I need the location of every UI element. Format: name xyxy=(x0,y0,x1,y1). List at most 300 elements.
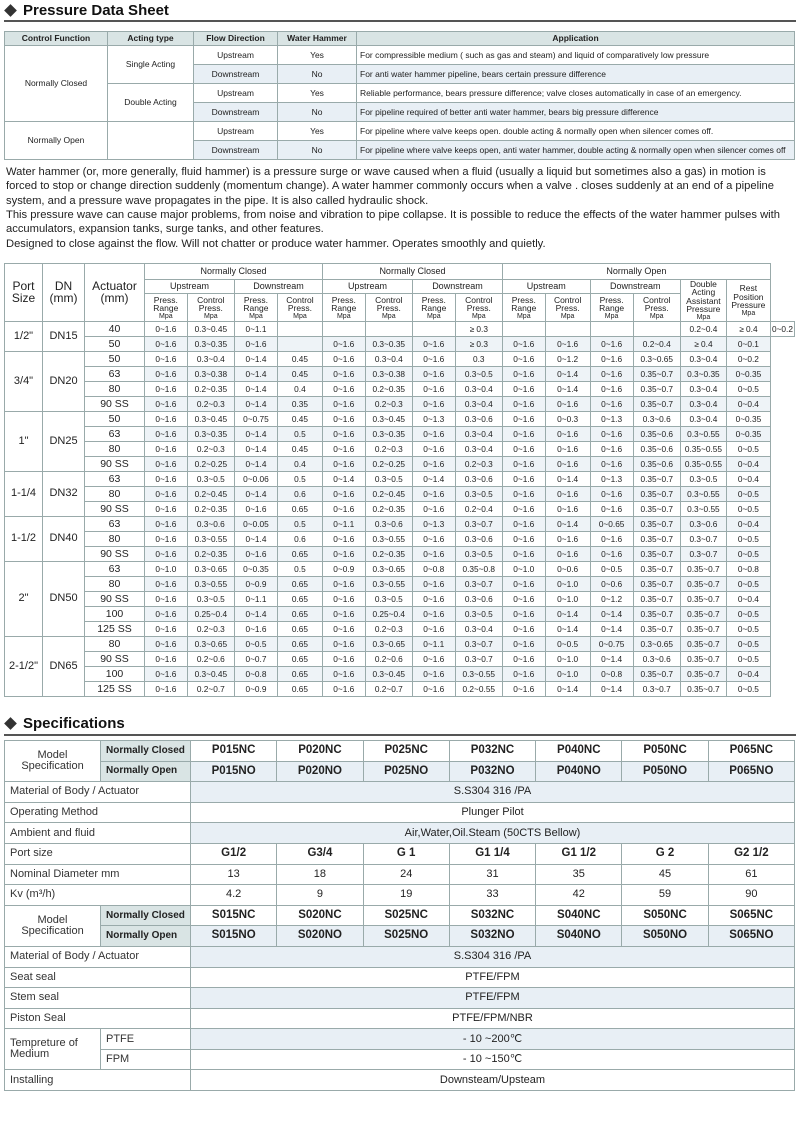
value-cell: 0.2~0.3 xyxy=(365,621,412,636)
value-cell: 0~0.06 xyxy=(235,471,278,486)
value-cell: 0.3~0.4 xyxy=(455,381,502,396)
value-cell: 0~1.6 xyxy=(145,636,188,651)
value-cell: 0~1.6 xyxy=(590,501,633,516)
value-cell xyxy=(277,321,322,336)
header-control-press: Control Press. Mpa xyxy=(633,294,680,322)
port-size-cell: 1-1/2 xyxy=(5,516,43,561)
table-row xyxy=(5,591,795,606)
value-cell: 0.2~0.4 xyxy=(680,321,726,336)
value-cell: 0.3~0.4 xyxy=(187,351,234,366)
value-cell: 0~1.6 xyxy=(502,426,545,441)
value-cell: 0~1.6 xyxy=(502,576,545,591)
value-cell: 0~1.0 xyxy=(145,561,188,576)
value-cell: 0.2~0.45 xyxy=(365,486,412,501)
value-cell: 0.3~0.35 xyxy=(680,366,726,381)
value-cell: 0~1.6 xyxy=(545,426,590,441)
value-cell: 0~1.4 xyxy=(590,621,633,636)
value-cell: 0.3~0.38 xyxy=(187,366,234,381)
value-cell: 0~1.6 xyxy=(145,546,188,561)
section-title-pressure xyxy=(6,0,800,20)
value-cell: 0.35~0.7 xyxy=(633,591,680,606)
table-row xyxy=(5,411,795,426)
model-row-nc xyxy=(5,740,795,761)
actuator-cell: 90 SS xyxy=(85,396,145,411)
value-cell: 0~1.4 xyxy=(545,681,590,696)
actuator-cell: 90 SS xyxy=(85,501,145,516)
value-cell: 0~0.9 xyxy=(235,576,278,591)
header-application: Application xyxy=(357,32,795,46)
table-row xyxy=(5,621,795,636)
value-cell: 0.3~0.5 xyxy=(680,471,726,486)
value-cell: 0~1.3 xyxy=(590,471,633,486)
value-cell: 0.2~0.25 xyxy=(187,456,234,471)
value-cell: 0.3~0.55 xyxy=(187,531,234,546)
value-cell: 0.65 xyxy=(277,666,322,681)
spec-label: Installing xyxy=(5,1070,191,1091)
value-cell: 0~1.6 xyxy=(502,441,545,456)
value-cell: 0.3~0.5 xyxy=(365,471,412,486)
value-cell: 0.3~0.45 xyxy=(187,666,234,681)
value-cell: 0.3~0.65 xyxy=(365,561,412,576)
spec-row xyxy=(5,823,795,844)
actuator-cell: 40 xyxy=(85,321,145,336)
value-cell: 0~1.6 xyxy=(502,681,545,696)
value-cell: ≥ 0.4 xyxy=(726,321,770,336)
spec-value: 90 xyxy=(708,885,794,906)
temp-value: - 10 ~200℃ xyxy=(191,1029,795,1050)
value-cell: 0.35~0.7 xyxy=(633,666,680,681)
value-cell: 0~1.6 xyxy=(322,651,365,666)
actuator-cell: 90 SS xyxy=(85,651,145,666)
actuator-cell: 80 xyxy=(85,441,145,456)
nominal-row xyxy=(5,864,795,885)
normally-closed-label: Normally Closed xyxy=(101,740,191,761)
model-cell: S050NC xyxy=(622,905,708,926)
value-cell: 0~1.6 xyxy=(322,456,365,471)
value-cell: 0.3~0.6 xyxy=(455,531,502,546)
spec-value: G2 1/2 xyxy=(708,843,794,864)
header-rest-position: Rest Position Pressure Mpa xyxy=(726,279,770,321)
spec-row xyxy=(5,1008,795,1029)
actuator-cell: 50 xyxy=(85,336,145,351)
port-size-cell: 1" xyxy=(5,411,43,471)
value-cell: 0~1.4 xyxy=(545,366,590,381)
model-cell: P050NO xyxy=(622,761,708,782)
value-cell: 0.3~0.55 xyxy=(187,576,234,591)
value-cell: 0~1.6 xyxy=(502,471,545,486)
model-cell: S040NO xyxy=(536,926,622,947)
value-cell: 0.35~0.7 xyxy=(633,531,680,546)
header-press-range: Press. Range Mpa xyxy=(235,294,278,322)
value-cell: 0~1.0 xyxy=(545,591,590,606)
dn-cell: DN40 xyxy=(43,516,85,561)
value-cell: 0~1.4 xyxy=(545,606,590,621)
value-cell xyxy=(277,336,322,351)
value-cell: 0~1.4 xyxy=(590,606,633,621)
header-dn: DN (mm) xyxy=(43,263,85,321)
value-cell: 0~0.5 xyxy=(726,651,770,666)
value-cell: 0~1.6 xyxy=(322,636,365,651)
model-cell: S050NO xyxy=(622,926,708,947)
value-cell: 0.5 xyxy=(277,426,322,441)
value-cell: ≥ 0.4 xyxy=(680,336,726,351)
value-cell: 0~1.2 xyxy=(545,351,590,366)
port-size-cell: 2" xyxy=(5,561,43,636)
value-cell: 0~1.6 xyxy=(145,471,188,486)
value-cell: 0~1.6 xyxy=(322,366,365,381)
table-row xyxy=(5,636,795,651)
value-cell: 0.3~0.55 xyxy=(365,576,412,591)
value-cell: 0~0.9 xyxy=(235,681,278,696)
value-cell: 0~1.6 xyxy=(145,441,188,456)
value-cell: 0~1.6 xyxy=(322,351,365,366)
value-cell: 0.35~0.7 xyxy=(680,636,726,651)
pressure-data-table xyxy=(4,31,795,160)
table-row xyxy=(5,651,795,666)
cell-flow: Downstream xyxy=(194,141,278,160)
table-row xyxy=(5,516,795,531)
value-cell: 0~0.4 xyxy=(726,471,770,486)
value-cell: 0~0.5 xyxy=(726,606,770,621)
value-cell: 0~1.6 xyxy=(545,501,590,516)
value-cell: 0~1.1 xyxy=(235,321,278,336)
value-cell: 0.3~0.4 xyxy=(680,411,726,426)
value-cell: 0.35~0.7 xyxy=(680,681,726,696)
section-title-specifications xyxy=(6,714,800,734)
value-cell: 0~1.6 xyxy=(412,591,455,606)
header-press-range: Press. Range Mpa xyxy=(412,294,455,322)
actuator-cell: 100 xyxy=(85,606,145,621)
value-cell: 0~1.6 xyxy=(145,351,188,366)
value-cell: 0~0.5 xyxy=(726,501,770,516)
table-row xyxy=(5,426,795,441)
value-cell: 0.2~0.25 xyxy=(365,456,412,471)
value-cell: 0~1.6 xyxy=(145,426,188,441)
value-cell: 0.35~0.7 xyxy=(680,621,726,636)
value-cell: 0~1.6 xyxy=(145,321,188,336)
table-row xyxy=(5,456,795,471)
spec-value: S.S304 316 /PA xyxy=(191,782,795,803)
model-cell: S020NO xyxy=(277,926,363,947)
actuator-cell: 80 xyxy=(85,381,145,396)
spec-value: Plunger Pilot xyxy=(191,802,795,823)
header-group-no: Normally Open xyxy=(502,263,770,279)
value-cell: 0~1.4 xyxy=(235,381,278,396)
spec-value: G1 1/2 xyxy=(536,843,622,864)
divider xyxy=(4,734,796,736)
model-cell: S015NO xyxy=(191,926,277,947)
value-cell: 0~1.6 xyxy=(412,381,455,396)
value-cell: 0.3~0.35 xyxy=(187,336,234,351)
cell-app: Reliable performance, bears pressure difference; valve closes automatically in case of an emergency. xyxy=(357,84,795,103)
value-cell: 0~1.6 xyxy=(502,546,545,561)
dn-cell: DN20 xyxy=(43,351,85,411)
value-cell: 0.35~0.7 xyxy=(633,546,680,561)
value-cell: 0~1.4 xyxy=(590,681,633,696)
model-cell: P025NC xyxy=(363,740,449,761)
model-cell: S025NC xyxy=(363,905,449,926)
value-cell: 0~0.35 xyxy=(726,426,770,441)
value-cell: 0~0.5 xyxy=(726,546,770,561)
value-cell: 0.3~0.65 xyxy=(187,561,234,576)
diamond-icon xyxy=(4,4,17,17)
normally-open-label: Normally Open xyxy=(101,926,191,947)
model-row-no xyxy=(5,761,795,782)
spec-label: Material of Body / Actuator xyxy=(5,946,191,967)
value-cell: 0~0.3 xyxy=(545,411,590,426)
value-cell: 0~1.6 xyxy=(412,501,455,516)
value-cell: 0~1.6 xyxy=(545,456,590,471)
value-cell: 0.65 xyxy=(277,651,322,666)
model-cell: S032NO xyxy=(449,926,535,947)
value-cell: 0~0.6 xyxy=(545,561,590,576)
paragraph-2: This pressure wave can cause major problems, from noise and vibration to pipe collapse. It is possible to reduce the effects of the water hammer pulses with accumulators, expansion tanks, surge tanks, and other features. xyxy=(6,208,780,236)
value-cell: 0.35~0.7 xyxy=(633,606,680,621)
value-cell: 0.35~0.7 xyxy=(680,666,726,681)
actuator-cell: 100 xyxy=(85,666,145,681)
header-double-acting: Double Acting Assistant Pressure Mpa xyxy=(680,279,726,321)
value-cell: 0~1.6 xyxy=(502,651,545,666)
value-cell: 0.3~0.6 xyxy=(455,411,502,426)
cell-acting: Single Acting xyxy=(108,46,194,84)
value-cell xyxy=(365,321,412,336)
value-cell: 0~1.6 xyxy=(412,651,455,666)
temp-material: PTFE xyxy=(101,1029,191,1050)
value-cell: 0.3~0.35 xyxy=(187,426,234,441)
value-cell: 0.3~0.55 xyxy=(680,426,726,441)
value-cell: 0.35~0.7 xyxy=(680,606,726,621)
value-cell: 0.3~0.45 xyxy=(365,666,412,681)
value-cell: 0~0.1 xyxy=(726,336,770,351)
value-cell: 0.2~0.3 xyxy=(365,396,412,411)
dn-cell: DN15 xyxy=(43,321,85,351)
value-cell: 0~1.4 xyxy=(235,531,278,546)
value-cell: 0~1.6 xyxy=(322,681,365,696)
value-cell: 0.2~0.3 xyxy=(187,441,234,456)
value-cell: 0~0.75 xyxy=(235,411,278,426)
value-cell: 0~1.6 xyxy=(502,501,545,516)
value-cell: 0~1.6 xyxy=(590,396,633,411)
value-cell: 0.3~0.4 xyxy=(455,441,502,456)
value-cell: 0~1.6 xyxy=(322,531,365,546)
value-cell: 0.3~0.5 xyxy=(455,366,502,381)
value-cell: 0~0.5 xyxy=(726,531,770,546)
actuator-cell: 80 xyxy=(85,636,145,651)
cell-hammer: No xyxy=(278,65,357,84)
value-cell: 0~1.6 xyxy=(590,381,633,396)
table-row xyxy=(5,381,795,396)
spec-row xyxy=(5,782,795,803)
value-cell: 0~1.6 xyxy=(145,501,188,516)
value-cell: 0~1.6 xyxy=(412,531,455,546)
value-cell: 0~1.6 xyxy=(545,531,590,546)
value-cell: 0~1.6 xyxy=(145,486,188,501)
value-cell: 0~0.5 xyxy=(235,636,278,651)
table-row xyxy=(5,351,795,366)
cell-hammer: No xyxy=(278,103,357,122)
spec-value: 24 xyxy=(363,864,449,885)
value-cell: 0~1.6 xyxy=(322,396,365,411)
value-cell: 0.35 xyxy=(277,396,322,411)
cell-hammer: No xyxy=(278,141,357,160)
value-cell: 0~0.5 xyxy=(726,381,770,396)
value-cell: 0~1.6 xyxy=(545,486,590,501)
value-cell: 0~1.6 xyxy=(235,621,278,636)
spec-value: 61 xyxy=(708,864,794,885)
dn-cell: DN50 xyxy=(43,561,85,636)
value-cell: 0~1.3 xyxy=(412,516,455,531)
value-cell: 0.3~0.5 xyxy=(365,591,412,606)
value-cell: 0~1.6 xyxy=(412,441,455,456)
value-cell: 0~1.6 xyxy=(235,501,278,516)
temp-row xyxy=(5,1029,795,1050)
normally-open-label: Normally Open xyxy=(101,761,191,782)
value-cell: 0.3~0.6 xyxy=(365,516,412,531)
value-cell: ≥ 0.3 xyxy=(455,336,502,351)
value-cell: 0.3~0.6 xyxy=(455,591,502,606)
value-cell: 0.3~0.6 xyxy=(187,516,234,531)
table-row xyxy=(5,561,795,576)
value-cell: 0.65 xyxy=(277,576,322,591)
model-cell: S020NC xyxy=(277,905,363,926)
value-cell: 0~1.6 xyxy=(322,501,365,516)
value-cell: 0~1.6 xyxy=(145,666,188,681)
header-control-press: Control Press. Mpa xyxy=(277,294,322,322)
value-cell: 0.35~0.7 xyxy=(633,366,680,381)
value-cell: 0.3~0.65 xyxy=(365,636,412,651)
spec-label: Port size xyxy=(5,843,191,864)
value-cell: 0.3~0.35 xyxy=(365,426,412,441)
model-cell: P015NO xyxy=(191,761,277,782)
value-cell: 0~0.65 xyxy=(590,516,633,531)
header-press-range: Press. Range Mpa xyxy=(145,294,188,322)
table-row xyxy=(5,666,795,681)
value-cell: 0~0.4 xyxy=(726,666,770,681)
model-cell: P025NO xyxy=(363,761,449,782)
value-cell: 0.65 xyxy=(277,636,322,651)
spec-value: PTFE/FPM/NBR xyxy=(191,1008,795,1029)
value-cell: 0~1.1 xyxy=(322,516,365,531)
value-cell: 0.35~0.7 xyxy=(633,471,680,486)
value-cell: 0~0.8 xyxy=(590,666,633,681)
value-cell: 0.35~0.7 xyxy=(633,486,680,501)
value-cell: 0~0.5 xyxy=(726,486,770,501)
actuator-cell: 80 xyxy=(85,531,145,546)
value-cell: 0.35~0.7 xyxy=(633,561,680,576)
spec-value: 4.2 xyxy=(191,885,277,906)
value-cell: 0.3~0.45 xyxy=(365,411,412,426)
spec-value: 35 xyxy=(536,864,622,885)
value-cell: 0~0.4 xyxy=(726,591,770,606)
value-cell: 0.65 xyxy=(277,606,322,621)
value-cell xyxy=(545,321,590,336)
value-cell: 0~0.8 xyxy=(235,666,278,681)
spec-value: G 1 xyxy=(363,843,449,864)
cell-app: For pipeline required of better anti water hammer, bears big pressure difference xyxy=(357,103,795,122)
dn-cell: DN25 xyxy=(43,411,85,471)
spec-label: Operating Method xyxy=(5,802,191,823)
cell-app: For anti water hammer pipeline, bears certain pressure difference xyxy=(357,65,795,84)
cell-flow: Downstream xyxy=(194,65,278,84)
value-cell: 0.2~0.35 xyxy=(365,381,412,396)
value-cell: 0~1.4 xyxy=(235,606,278,621)
value-cell: 0~1.6 xyxy=(412,486,455,501)
value-cell: 0.35~0.6 xyxy=(633,426,680,441)
value-cell: 0~1.6 xyxy=(502,366,545,381)
value-cell: 0~1.3 xyxy=(412,411,455,426)
value-cell: 0~0.2 xyxy=(726,351,770,366)
model-cell: P065NO xyxy=(708,761,794,782)
cell-app: For pipeline where valve keeps open, anti water hammer, double acting & normally open when silencer comes off xyxy=(357,141,795,160)
model-cell: P020NO xyxy=(277,761,363,782)
value-cell: 0~1.6 xyxy=(322,426,365,441)
value-cell: 0~1.6 xyxy=(322,486,365,501)
spec-row xyxy=(5,988,795,1009)
value-cell xyxy=(633,321,680,336)
value-cell: 0.35~0.7 xyxy=(680,561,726,576)
actuator-cell: 125 SS xyxy=(85,681,145,696)
value-cell: 0~0.4 xyxy=(726,456,770,471)
value-cell: 0~1.4 xyxy=(235,486,278,501)
value-cell: 0~1.6 xyxy=(412,426,455,441)
value-cell: 0.3~0.5 xyxy=(455,486,502,501)
header-upstream: Upstream xyxy=(502,279,590,293)
value-cell: 0~1.4 xyxy=(235,396,278,411)
model-cell: P015NC xyxy=(191,740,277,761)
actuator-cell: 63 xyxy=(85,426,145,441)
value-cell: 0.35~0.6 xyxy=(633,456,680,471)
model-cell: P040NO xyxy=(536,761,622,782)
value-cell: 0~1.6 xyxy=(412,606,455,621)
value-cell: 0~1.6 xyxy=(502,606,545,621)
value-cell: 0.3~0.35 xyxy=(365,336,412,351)
spec-label: Seat seal xyxy=(5,967,191,988)
value-cell: 0~1.4 xyxy=(235,441,278,456)
value-cell: 0~1.6 xyxy=(145,456,188,471)
header-group-nc1: Normally Closed xyxy=(145,263,323,279)
model-cell: P050NC xyxy=(622,740,708,761)
header-press-range: Press. Range Mpa xyxy=(502,294,545,322)
value-cell: 0~1.6 xyxy=(590,441,633,456)
value-cell: 0.2~0.4 xyxy=(633,336,680,351)
value-cell: 0.3~0.55 xyxy=(455,666,502,681)
table-row xyxy=(5,471,795,486)
header-control-press: Control Press. Mpa xyxy=(187,294,234,322)
water-hammer-description xyxy=(6,165,794,251)
value-cell: 0~1.6 xyxy=(590,336,633,351)
value-cell: 0~0.8 xyxy=(726,561,770,576)
value-cell: 0.3~0.55 xyxy=(365,531,412,546)
value-cell: 0~1.4 xyxy=(545,471,590,486)
value-cell: 0~1.6 xyxy=(502,456,545,471)
value-cell: 0~0.2 xyxy=(770,321,794,336)
value-cell: 0.2~0.7 xyxy=(365,681,412,696)
value-cell: 0~1.6 xyxy=(412,621,455,636)
value-cell: 0~0.05 xyxy=(235,516,278,531)
actuator-cell: 63 xyxy=(85,561,145,576)
value-cell: 0~0.9 xyxy=(322,561,365,576)
value-cell: 0.65 xyxy=(277,546,322,561)
cell-hammer: Yes xyxy=(278,46,357,65)
model-cell: P032NO xyxy=(449,761,535,782)
value-cell: 0.3~0.4 xyxy=(455,396,502,411)
cell-flow: Upstream xyxy=(194,84,278,103)
actuator-cell: 63 xyxy=(85,366,145,381)
spec-label: Kv (m³/h) xyxy=(5,885,191,906)
table-row xyxy=(5,576,795,591)
table-row xyxy=(5,336,795,351)
value-cell: 0~1.1 xyxy=(235,591,278,606)
